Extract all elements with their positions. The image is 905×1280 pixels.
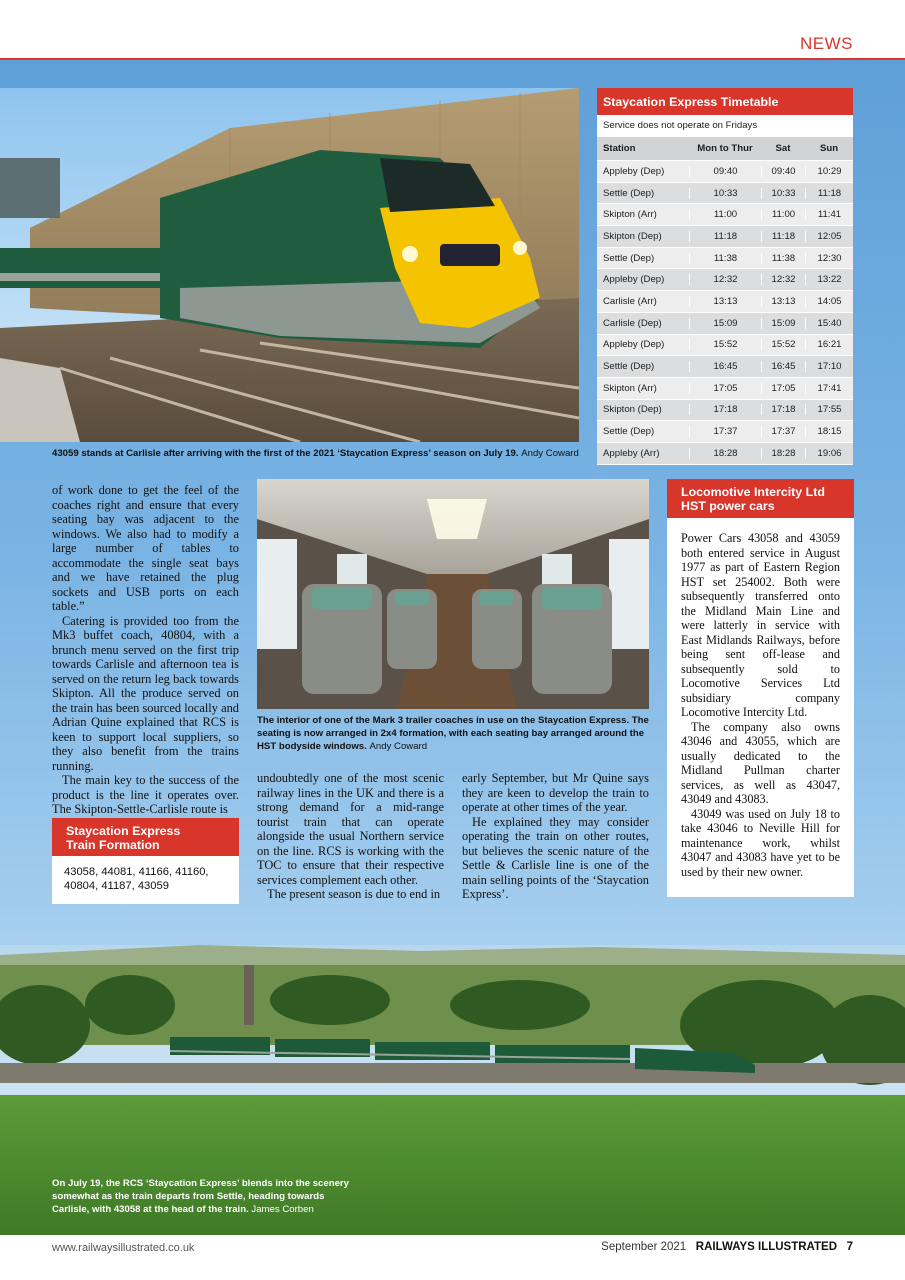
sidebar-loco-intercity xyxy=(667,479,854,897)
timetable-time-cell: 17:18 xyxy=(761,404,805,415)
timetable-time-cell: 11:00 xyxy=(761,209,805,220)
timetable-station-cell: Skipton (Arr) xyxy=(603,209,657,221)
photo-coach-interior xyxy=(257,479,649,709)
photo-hst-carlisle xyxy=(0,88,579,442)
timetable-time-cell: 17:37 xyxy=(761,426,805,437)
timetable-station-cell: Appleby (Dep) xyxy=(603,339,665,351)
caption-hst-credit: Andy Coward xyxy=(521,448,579,459)
timetable-time-cell: 17:10 xyxy=(805,361,853,372)
timetable-station-cell: Carlisle (Arr) xyxy=(603,295,657,307)
footer-url[interactable]: www.railwaysillustrated.co.uk xyxy=(52,1242,195,1254)
timetable-time-cell: 18:28 xyxy=(761,448,805,459)
timetable-time-cell: 13:13 xyxy=(761,296,805,307)
sidebar-loco-paragraph: The company also owns 43046 and 43055, which are usually dedicated to the Midland Pullman charter services, as well as 43047, 43049 and 43083. xyxy=(681,719,840,806)
timetable-time-cell: 09:40 xyxy=(689,166,761,177)
article-paragraph: Catering is provided too from the Mk3 buffet coach, 40804, with a brunch menu served on the first trip towards Carlisle and afternoon tea is served on the return leg back towards Skipton. All the produce served on the train has been sourced locally and Adrian Quine explained that RCS is keen to support local suppliers, so they also benefit from the trains running. xyxy=(52,613,239,773)
timetable-time-cell: 12:05 xyxy=(805,231,853,242)
sidebar-loco-paragraph: 43049 was used on July 18 to take 43046 to Neville Hill for maintenance work, whilst 43047 and 43083 have yet to be used by their new owner. xyxy=(681,806,840,879)
caption-interior-credit: Andy Coward xyxy=(369,741,428,752)
formation-title-line1: Staycation Express xyxy=(66,824,181,838)
article-paragraph: The present season is due to end in xyxy=(267,887,441,901)
timetable-time-cell: 10:33 xyxy=(761,188,805,199)
timetable-time-cell: 16:45 xyxy=(761,361,805,372)
sidebar-loco-title-line2: HST power cars xyxy=(681,499,775,513)
timetable-row xyxy=(597,226,853,248)
timetable-time-cell: 19:06 xyxy=(805,448,853,459)
footer-magazine: RAILWAYS ILLUSTRATED xyxy=(695,1241,837,1253)
sidebar-loco-text xyxy=(667,518,854,879)
article-column-1 xyxy=(52,483,239,817)
timetable-body xyxy=(597,161,853,465)
timetable-station-cell: Settle (Dep) xyxy=(603,361,655,373)
interior-illustration xyxy=(257,479,649,709)
article-column-3 xyxy=(462,771,649,902)
timetable-row xyxy=(597,183,853,205)
timetable-time-cell: 11:18 xyxy=(689,231,761,242)
timetable-time-cell: 17:41 xyxy=(805,383,853,394)
formation-text: 43058, 44081, 41166, 41160, 40804, 41187, 43059 xyxy=(64,866,209,892)
timetable-row xyxy=(597,335,853,357)
timetable-time-cell: 15:09 xyxy=(689,318,761,329)
timetable-title: Staycation Express Timetable xyxy=(597,88,853,115)
timetable-time-cell: 11:18 xyxy=(805,188,853,199)
article-paragraph: early September, but Mr Quine says they are keen to develop the train to operate at other times of the year. xyxy=(462,771,649,814)
timetable-time-cell: 18:15 xyxy=(805,426,853,437)
caption-interior xyxy=(257,714,649,753)
timetable-row xyxy=(597,269,853,291)
timetable-time-cell: 17:55 xyxy=(805,404,853,415)
timetable-time-cell: 15:40 xyxy=(805,318,853,329)
timetable-time-cell: 10:33 xyxy=(689,188,761,199)
article-column-2 xyxy=(257,771,444,902)
timetable-time-cell: 11:38 xyxy=(689,253,761,264)
timetable-time-cell: 10:29 xyxy=(805,166,853,177)
sidebar-loco-paragraph: Power Cars 43058 and 43059 both entered service in August 1977 as part of Eastern Region HST set 254002. Both were subsequently transferred onto the Midland Main Line and were latterly in service with East Midlands Railways, before being sent off-lease and subsequently sold to Locomotive Services Ltd subsidiary company Locomotive Intercity Ltd. xyxy=(681,531,840,719)
timetable-station-cell: Appleby (Dep) xyxy=(603,165,665,177)
timetable-time-cell: 17:18 xyxy=(689,404,761,415)
section-label: NEWS xyxy=(800,34,853,53)
timetable-box xyxy=(597,88,853,465)
timetable-header-row xyxy=(597,137,853,161)
timetable-time-cell: 17:05 xyxy=(689,383,761,394)
caption-landscape xyxy=(52,1177,352,1216)
timetable-time-cell: 17:37 xyxy=(689,426,761,437)
formation-title-line2: Train Formation xyxy=(66,838,160,852)
footer-page-number: 7 xyxy=(846,1241,853,1253)
timetable-time-cell: 17:05 xyxy=(761,383,805,394)
hst-illustration xyxy=(0,88,579,442)
timetable-station-cell: Appleby (Dep) xyxy=(603,274,665,286)
timetable-row xyxy=(597,161,853,183)
timetable-time-cell: 11:41 xyxy=(805,209,853,220)
timetable-row xyxy=(597,204,853,226)
timetable-row xyxy=(597,400,853,422)
timetable-station-cell: Settle (Dep) xyxy=(603,252,655,264)
timetable-time-cell: 16:45 xyxy=(689,361,761,372)
timetable-time-cell: 12:32 xyxy=(761,274,805,285)
timetable-time-cell: 09:40 xyxy=(761,166,805,177)
timetable-time-cell: 13:13 xyxy=(689,296,761,307)
timetable-time-cell: 18:28 xyxy=(689,448,761,459)
timetable-time-cell: 12:30 xyxy=(805,253,853,264)
article-paragraph: undoubtedly one of the most scenic railway lines in the UK and there is a strong demand for a mid-range tourist train that can operate alongside the usual Northern service on the line. RCS is working with the TOC to ensure that their respective services complement each other. xyxy=(257,771,444,887)
caption-hst xyxy=(52,448,592,460)
timetable-station-cell: Settle (Dep) xyxy=(603,187,655,199)
timetable-station-cell: Skipton (Arr) xyxy=(603,382,657,394)
timetable-row xyxy=(597,356,853,378)
timetable-time-cell: 15:52 xyxy=(761,339,805,350)
timetable-time-cell: 15:09 xyxy=(761,318,805,329)
timetable-header-weekday: Mon to Thur xyxy=(697,143,753,154)
timetable-station-cell: Appleby (Arr) xyxy=(603,447,660,459)
caption-landscape-credit: James Corben xyxy=(251,1204,314,1215)
timetable-time-cell: 11:00 xyxy=(689,209,761,220)
formation-title xyxy=(52,818,239,856)
timetable-time-cell: 15:52 xyxy=(689,339,761,350)
timetable-row xyxy=(597,378,853,400)
timetable-header-sat: Sat xyxy=(775,143,791,154)
timetable-time-cell: 13:22 xyxy=(805,274,853,285)
timetable-header-sun: Sun xyxy=(819,143,839,154)
sidebar-loco-title-line1: Locomotive Intercity Ltd xyxy=(681,485,825,499)
timetable-row xyxy=(597,248,853,270)
timetable-time-cell: 11:18 xyxy=(761,231,805,242)
timetable-time-cell: 12:32 xyxy=(689,274,761,285)
caption-hst-text: 43059 stands at Carlisle after arriving with the first of the 2021 ‘Staycation Express’ season on July 19. xyxy=(52,448,519,459)
timetable-station-cell: Skipton (Dep) xyxy=(603,404,662,416)
article-paragraph: He explained they may consider operating the train on other routes, but believes the scenic nature of the Settle & Carlisle line is one of the main selling points of the ‘Staycation Express’. xyxy=(462,814,649,901)
timetable-row xyxy=(597,313,853,335)
timetable-note: Service does not operate on Fridays xyxy=(597,115,853,137)
timetable-header-station: Station xyxy=(603,143,636,154)
article-paragraph: of work done to get the feel of the coaches right and ensure that every seating bay was adjacent to the windows. We also had to modify a large number of tables to accommodate the single seat bays and we have retained the plug sockets and USB ports on each table.” xyxy=(52,483,239,613)
timetable-station-cell: Skipton (Dep) xyxy=(603,230,662,242)
timetable-row xyxy=(597,443,853,465)
timetable-time-cell: 11:38 xyxy=(761,253,805,264)
footer-issue-info xyxy=(601,1241,853,1253)
timetable-station-cell: Carlisle (Dep) xyxy=(603,317,662,329)
timetable-row xyxy=(597,291,853,313)
page-header xyxy=(0,0,905,60)
timetable-station-cell: Settle (Dep) xyxy=(603,426,655,438)
timetable-time-cell: 16:21 xyxy=(805,339,853,350)
caption-interior-text: The interior of one of the Mark 3 trailer coaches in use on the Staycation Express. The seating is now arranged in 2x4 formation, with each seating bay arranged around the HST bodyside windows. xyxy=(257,715,649,752)
caption-landscape-text: On July 19, the RCS ‘Staycation Express’ blends into the scenery somewhat as the train departs from Settle, heading towards Carlisle, with 43058 at the head of the train. xyxy=(52,1178,349,1215)
timetable-time-cell: 14:05 xyxy=(805,296,853,307)
sidebar-train-formation xyxy=(52,818,239,904)
footer-issue-date: September 2021 xyxy=(601,1241,687,1253)
article-paragraph: The main key to the success of the product is the line it operates over. The Skipton-Settle-Carlisle route is xyxy=(52,773,239,816)
sidebar-loco-title xyxy=(667,479,854,518)
timetable-row xyxy=(597,421,853,443)
